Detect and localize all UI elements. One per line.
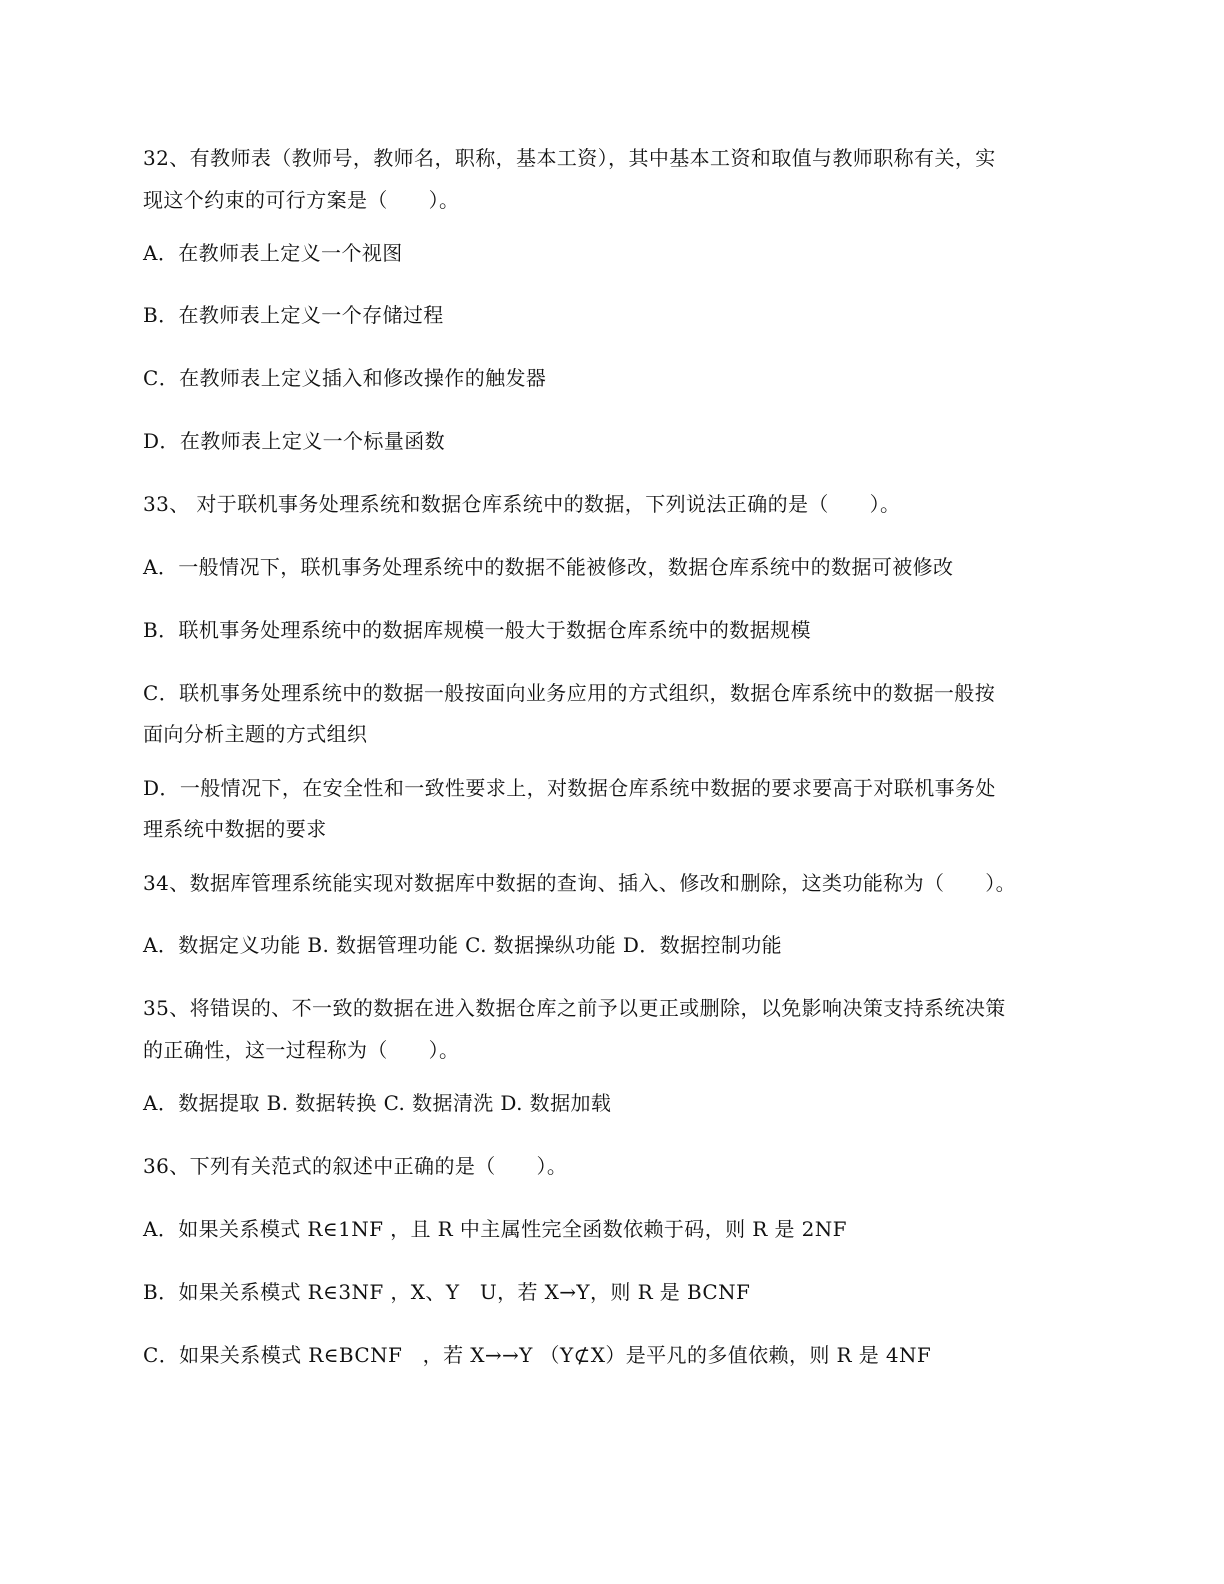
question-36-stem-line-1: 36、下列有关范式的叙述中正确的是（ ）。 — [143, 1154, 568, 1178]
question-35-options: A．数据提取 B. 数据转换 C. 数据清洗 D. 数据加载 — [143, 1091, 612, 1115]
question-33-option-b: B．联机事务处理系统中的数据库规模一般大于数据仓库系统中的数据规模 — [143, 618, 811, 642]
question-32-stem-line-1: 32、有教师表（教师号，教师名，职称，基本工资），其中基本工资和取值与教师职称有关，实 — [143, 146, 996, 170]
question-33-stem-line-1: 33、 对于联机事务处理系统和数据仓库系统中的数据，下列说法正确的是（ ）。 — [143, 492, 901, 516]
question-36-option-b: B．如果关系模式 R∈3NF ，X、Y U，若 X→Y，则 R 是 BCNF — [143, 1280, 751, 1304]
question-33-option-a: A．一般情况下，联机事务处理系统中的数据不能被修改，数据仓库系统中的数据可被修改 — [143, 555, 954, 579]
question-33-option-c-line-2: 面向分析主题的方式组织 — [143, 722, 368, 746]
question-33-option-d-line-2: 理系统中数据的要求 — [143, 817, 327, 841]
question-36-option-c: C．如果关系模式 R∈BCNF ，若 X→→Y （Y⊄X）是平凡的多值依赖，则 R 是 4NF — [143, 1343, 932, 1367]
question-32-option-a: A．在教师表上定义一个视图 — [143, 241, 403, 265]
question-34-stem-line-1: 34、数据库管理系统能实现对数据库中数据的查询、插入、修改和删除，这类功能称为（ ）。 — [143, 871, 1017, 895]
question-34-options: A．数据定义功能 B. 数据管理功能 C. 数据操纵功能 D．数据控制功能 — [143, 933, 783, 957]
question-33-option-c-line-1: C．联机事务处理系统中的数据一般按面向业务应用的方式组织，数据仓库系统中的数据一般按 — [143, 681, 996, 705]
question-35-stem-line-1: 35、将错误的、不一致的数据在进入数据仓库之前予以更正或删除，以免影响决策支持系统决策 — [143, 996, 1006, 1020]
question-32-option-b: B．在教师表上定义一个存储过程 — [143, 303, 444, 327]
question-32-option-d: D．在教师表上定义一个标量函数 — [143, 429, 446, 453]
question-35-stem-line-2: 的正确性，这一过程称为（ ）。 — [143, 1038, 460, 1062]
question-36-option-a: A．如果关系模式 R∈1NF ，且 R 中主属性完全函数依赖于码，则 R 是 2NF — [143, 1217, 847, 1241]
question-33-option-d-line-1: D．一般情况下，在安全性和一致性要求上，对数据仓库系统中数据的要求要高于对联机事务处 — [143, 776, 996, 800]
question-32-stem-line-2: 现这个约束的可行方案是（ ）。 — [143, 188, 460, 212]
question-32-option-c: C．在教师表上定义插入和修改操作的触发器 — [143, 366, 547, 390]
